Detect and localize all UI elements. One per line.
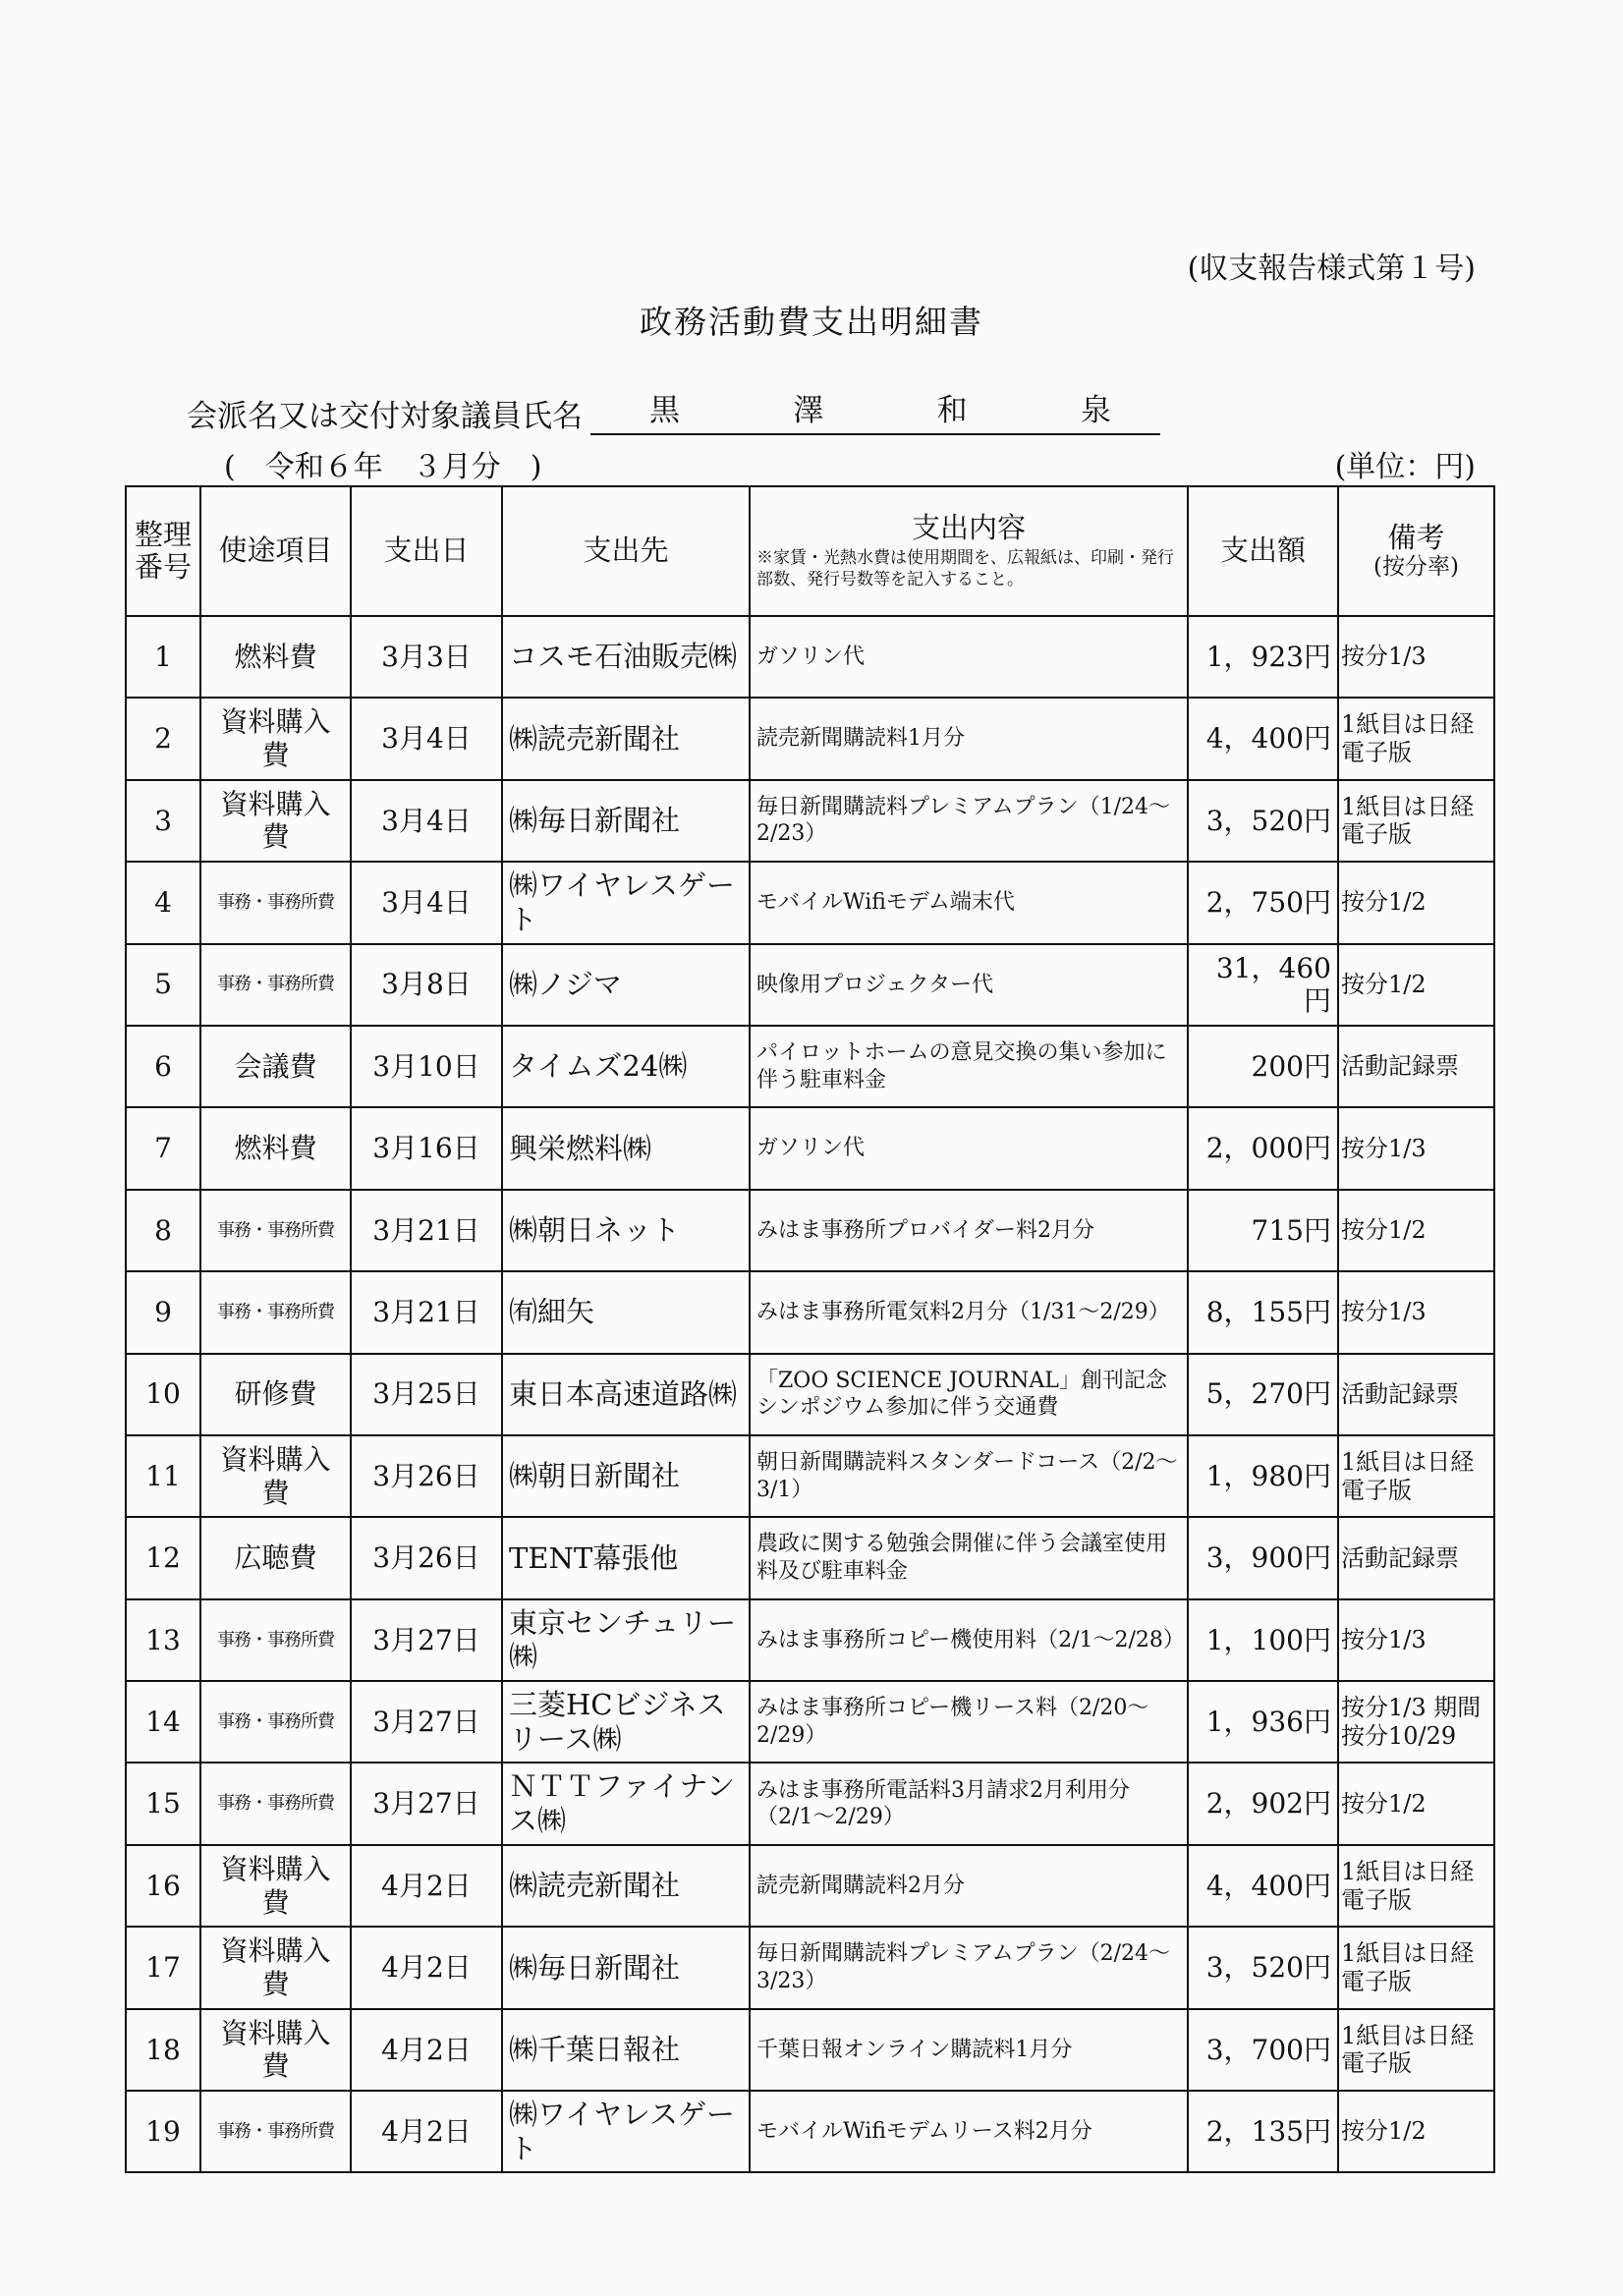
table-row [126, 2091, 1494, 2172]
row-detail: 千葉日報オンライン購読料1月分 [750, 2009, 1188, 2091]
row-category: 事務・事務所費 [200, 1271, 351, 1353]
member-name-row [187, 385, 1160, 435]
table-row [126, 1354, 1494, 1435]
row-no: 3 [126, 780, 200, 862]
row-note: 按分1/2 [1338, 944, 1494, 1026]
header-category: 使途項目 [200, 486, 351, 616]
row-category: 資料購入費 [200, 1845, 351, 1927]
header-no: 整理番号 [126, 486, 200, 616]
table-row [126, 2009, 1494, 2091]
row-date: 3月25日 [351, 1354, 502, 1435]
row-note: 按分1/3 [1338, 1107, 1494, 1189]
member-name [590, 385, 1160, 435]
row-note: 按分1/3 期間按分10/29 [1338, 1681, 1494, 1763]
row-detail: ガソリン代 [750, 1107, 1188, 1189]
member-name-char: 泉 [1080, 393, 1111, 428]
row-amount: 1，936円 [1188, 1681, 1338, 1763]
row-no: 13 [126, 1599, 200, 1681]
row-payee: ㈱毎日新聞社 [502, 1927, 750, 2008]
table-header-row [126, 486, 1494, 616]
row-amount: 3，900円 [1188, 1517, 1338, 1598]
row-amount: 3，520円 [1188, 1927, 1338, 2008]
row-amount: 3，520円 [1188, 780, 1338, 862]
row-payee: ㈱ワイヤレスゲート [502, 2091, 750, 2172]
row-date: 3月10日 [351, 1026, 502, 1107]
member-name-char: 黒 [649, 393, 680, 428]
header-detail [750, 486, 1188, 616]
row-no: 2 [126, 698, 200, 779]
header-amount: 支出額 [1188, 486, 1338, 616]
table-row [126, 1517, 1494, 1598]
row-detail: みはま事務所電話料3月請求2月利用分（2/1～2/29） [750, 1763, 1188, 1844]
row-category: 事務・事務所費 [200, 1681, 351, 1763]
row-no: 14 [126, 1681, 200, 1763]
row-no: 4 [126, 862, 200, 943]
row-note: 活動記録票 [1338, 1026, 1494, 1107]
table-row [126, 1845, 1494, 1927]
header-note [1338, 486, 1494, 616]
row-date: 3月21日 [351, 1190, 502, 1271]
row-amount: 1，100円 [1188, 1599, 1338, 1681]
table-body [126, 616, 1494, 2172]
row-category: 会議費 [200, 1026, 351, 1107]
row-date: 3月8日 [351, 944, 502, 1026]
row-category: 資料購入費 [200, 1435, 351, 1517]
row-payee: ㈱千葉日報社 [502, 2009, 750, 2091]
document-title: 政務活動費支出明細書 [640, 303, 983, 341]
row-date: 4月2日 [351, 2091, 502, 2172]
row-no: 9 [126, 1271, 200, 1353]
table-row [126, 1927, 1494, 2008]
row-payee: TENT幕張他 [502, 1517, 750, 1598]
row-payee: ㈱毎日新聞社 [502, 780, 750, 862]
table-row [126, 1599, 1494, 1681]
row-note: 按分1/3 [1338, 616, 1494, 698]
form-number: (収支報告様式第１号) [1187, 252, 1476, 286]
row-date: 3月4日 [351, 780, 502, 862]
row-category: 資料購入費 [200, 698, 351, 779]
header-detail-label: 支出内容 [911, 511, 1026, 545]
row-no: 7 [126, 1107, 200, 1189]
row-date: 3月4日 [351, 698, 502, 779]
row-no: 19 [126, 2091, 200, 2172]
row-category: 事務・事務所費 [200, 1763, 351, 1844]
header-detail-note: ※家賃・光熱水費は使用期間を、広報紙は、印刷・発行部数、発行号数等を記入すること。 [756, 547, 1174, 589]
row-payee: ㈱読売新聞社 [502, 1845, 750, 1927]
row-category: 資料購入費 [200, 2009, 351, 2091]
member-name-char: 和 [936, 393, 968, 428]
table-row [126, 780, 1494, 862]
row-note: 按分1/3 [1338, 1599, 1494, 1681]
row-detail: モバイルWifiモデム端末代 [750, 862, 1188, 943]
row-note: 按分1/2 [1338, 2091, 1494, 2172]
row-category: 事務・事務所費 [200, 944, 351, 1026]
row-note: 按分1/2 [1338, 862, 1494, 943]
row-note: 1紙目は日経電子版 [1338, 1927, 1494, 2008]
row-detail: 毎日新聞購読料プレミアムプラン（1/24～2/23） [750, 780, 1188, 862]
row-no: 11 [126, 1435, 200, 1517]
row-detail: パイロットホームの意見交換の集い参加に伴う駐車料金 [750, 1026, 1188, 1107]
row-date: 3月21日 [351, 1271, 502, 1353]
row-payee: ㈱朝日新聞社 [502, 1435, 750, 1517]
table-row [126, 1107, 1494, 1189]
row-detail: モバイルWifiモデムリース料2月分 [750, 2091, 1188, 2172]
row-date: 3月4日 [351, 862, 502, 943]
table-row [126, 1681, 1494, 1763]
row-category: 事務・事務所費 [200, 2091, 351, 2172]
row-category: 事務・事務所費 [200, 862, 351, 943]
table-row [126, 1190, 1494, 1271]
row-no: 5 [126, 944, 200, 1026]
row-note: 1紙目は日経電子版 [1338, 1435, 1494, 1517]
row-detail: 毎日新聞購読料プレミアムプラン（2/24～3/23） [750, 1927, 1188, 2008]
row-detail: 朝日新聞購読料スタンダードコース（2/2～3/1） [750, 1435, 1188, 1517]
table-row [126, 698, 1494, 779]
row-date: 3月26日 [351, 1517, 502, 1598]
row-date: 3月16日 [351, 1107, 502, 1189]
row-payee: コスモ石油販売㈱ [502, 616, 750, 698]
row-date: 3月26日 [351, 1435, 502, 1517]
row-amount: 2，750円 [1188, 862, 1338, 943]
row-payee: ㈱ノジマ [502, 944, 750, 1026]
table-row [126, 944, 1494, 1026]
row-payee: 東日本高速道路㈱ [502, 1354, 750, 1435]
row-payee: ㈱朝日ネット [502, 1190, 750, 1271]
row-detail: みはま事務所プロバイダー料2月分 [750, 1190, 1188, 1271]
row-amount: 200円 [1188, 1026, 1338, 1107]
row-no: 10 [126, 1354, 200, 1435]
row-date: 4月2日 [351, 2009, 502, 2091]
row-note: 按分1/2 [1338, 1190, 1494, 1271]
row-no: 1 [126, 616, 200, 698]
row-amount: 715円 [1188, 1190, 1338, 1271]
header-payee: 支出先 [502, 486, 750, 616]
table-row [126, 1435, 1494, 1517]
row-no: 17 [126, 1927, 200, 2008]
row-detail: みはま事務所コピー機使用料（2/1～2/28） [750, 1599, 1188, 1681]
header-date: 支出日 [351, 486, 502, 616]
row-amount: 8，155円 [1188, 1271, 1338, 1353]
row-detail: 「ZOO SCIENCE JOURNAL」創刊記念シンポジウム参加に伴う交通費 [750, 1354, 1188, 1435]
reporting-period: ( 令和６年 ３月分 ) [224, 450, 542, 484]
row-detail: 読売新聞購読料2月分 [750, 1845, 1188, 1927]
row-payee: ㈱ワイヤレスゲート [502, 862, 750, 943]
row-no: 18 [126, 2009, 200, 2091]
table-row [126, 862, 1494, 943]
header-note-sub: (按分率) [1373, 554, 1459, 581]
row-amount: 2，000円 [1188, 1107, 1338, 1189]
row-detail: ガソリン代 [750, 616, 1188, 698]
row-category: 広聴費 [200, 1517, 351, 1598]
row-payee: 東京センチュリー㈱ [502, 1599, 750, 1681]
member-name-char: 澤 [793, 393, 824, 428]
row-category: 事務・事務所費 [200, 1599, 351, 1681]
row-detail: みはま事務所コピー機リース料（2/20～2/29） [750, 1681, 1188, 1763]
name-label: 会派名又は交付対象議員氏名 [187, 399, 583, 434]
row-category: 燃料費 [200, 1107, 351, 1189]
header-note-label: 備考 [1387, 521, 1445, 555]
row-amount: 31，460円 [1188, 944, 1338, 1026]
row-note: 1紙目は日経電子版 [1338, 698, 1494, 779]
unit-label: (単位：円) [1334, 450, 1476, 484]
row-category: 事務・事務所費 [200, 1190, 351, 1271]
row-detail: 映像用プロジェクター代 [750, 944, 1188, 1026]
row-note: 1紙目は日経電子版 [1338, 1845, 1494, 1927]
row-category: 資料購入費 [200, 780, 351, 862]
row-payee: 興栄燃料㈱ [502, 1107, 750, 1189]
row-category: 燃料費 [200, 616, 351, 698]
row-payee: ㈱読売新聞社 [502, 698, 750, 779]
row-no: 8 [126, 1190, 200, 1271]
row-amount: 4，400円 [1188, 698, 1338, 779]
row-category: 研修費 [200, 1354, 351, 1435]
row-note: 按分1/2 [1338, 1763, 1494, 1844]
row-no: 16 [126, 1845, 200, 1927]
row-note: 活動記録票 [1338, 1517, 1494, 1598]
row-payee: ㈲細矢 [502, 1271, 750, 1353]
row-date: 3月27日 [351, 1599, 502, 1681]
row-note: 1紙目は日経電子版 [1338, 2009, 1494, 2091]
row-date: 3月27日 [351, 1763, 502, 1844]
row-note: 按分1/3 [1338, 1271, 1494, 1353]
row-payee: 三菱HCビジネスリース㈱ [502, 1681, 750, 1763]
row-note: 活動記録票 [1338, 1354, 1494, 1435]
row-date: 4月2日 [351, 1927, 502, 2008]
row-payee: タイムズ24㈱ [502, 1026, 750, 1107]
expense-table [125, 485, 1495, 2173]
table-row [126, 616, 1494, 698]
table-row [126, 1763, 1494, 1844]
row-amount: 2，135円 [1188, 2091, 1338, 2172]
row-amount: 3，700円 [1188, 2009, 1338, 2091]
row-date: 3月3日 [351, 616, 502, 698]
table-row [126, 1026, 1494, 1107]
row-amount: 5，270円 [1188, 1354, 1338, 1435]
row-date: 4月2日 [351, 1845, 502, 1927]
row-detail: みはま事務所電気料2月分（1/31～2/29） [750, 1271, 1188, 1353]
row-detail: 読売新聞購読料1月分 [750, 698, 1188, 779]
row-no: 15 [126, 1763, 200, 1844]
row-detail: 農政に関する勉強会開催に伴う会議室使用料及び駐車料金 [750, 1517, 1188, 1598]
row-amount: 4，400円 [1188, 1845, 1338, 1927]
row-amount: 1，980円 [1188, 1435, 1338, 1517]
row-no: 6 [126, 1026, 200, 1107]
row-date: 3月27日 [351, 1681, 502, 1763]
row-payee: ＮＴＴファイナンス㈱ [502, 1763, 750, 1844]
row-note: 1紙目は日経電子版 [1338, 780, 1494, 862]
row-no: 12 [126, 1517, 200, 1598]
row-amount: 2，902円 [1188, 1763, 1338, 1844]
table-row [126, 1271, 1494, 1353]
row-amount: 1，923円 [1188, 616, 1338, 698]
row-category: 資料購入費 [200, 1927, 351, 2008]
